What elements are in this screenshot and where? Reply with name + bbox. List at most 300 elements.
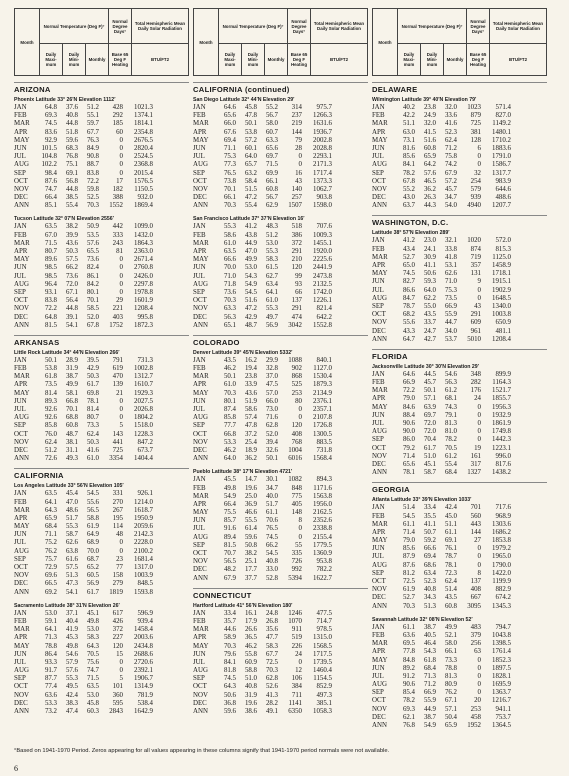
table-row <box>14 618 189 626</box>
max-cell: 87.7 <box>44 675 57 683</box>
month-cell: JUL <box>193 153 205 161</box>
degree-days-cell: 161 <box>470 452 481 460</box>
radiation-cell: 1552.8 <box>313 321 332 329</box>
min-cell: 55.3 <box>65 523 78 531</box>
max-cell: 45.5 <box>223 476 236 484</box>
column-header <box>193 8 368 76</box>
max-cell: 76.5 <box>223 169 236 177</box>
radiation-cell: 714.7 <box>316 617 332 625</box>
max-cell: 69.6 <box>44 572 57 580</box>
radiation-cell: 1852.3 <box>492 656 511 664</box>
month-cell: JUN <box>193 517 206 525</box>
max-cell: 69.4 <box>223 136 236 144</box>
month-cell: JUL <box>14 658 26 666</box>
radiation-cell: 1742.0 <box>313 288 332 296</box>
max-cell: 92.6 <box>44 406 57 413</box>
radiation-cell: 1897.5 <box>492 664 511 672</box>
table-row <box>372 586 547 594</box>
table-row <box>193 550 368 558</box>
month-cell: JUL <box>372 672 384 680</box>
table-row <box>14 564 189 572</box>
table-row <box>193 651 368 659</box>
spacer <box>372 730 547 733</box>
monthly-cell: 58.0 <box>265 120 278 128</box>
max-cell: 74.5 <box>402 270 415 278</box>
degree-days-cell: 474 <box>291 313 302 321</box>
max-cell: 92.6 <box>44 414 57 422</box>
radiation-cell: 1404.4 <box>134 455 153 463</box>
radiation-cell: 2368.8 <box>134 161 153 169</box>
max-cell: 67.6 <box>223 128 236 136</box>
table-row <box>372 328 547 336</box>
max-cell: 81.6 <box>402 144 415 152</box>
degree-days-cell: 63 <box>474 648 481 656</box>
table-row <box>14 390 189 398</box>
degree-days-cell: 20 <box>474 697 481 705</box>
monthly-cell: 65.6 <box>265 144 278 152</box>
table-row <box>14 589 189 597</box>
min-cell: 38.3 <box>65 699 78 707</box>
degree-days-cell: 1082 <box>288 476 302 484</box>
max-cell: 63.3 <box>223 305 236 313</box>
monthly-cell: 67.7 <box>86 128 99 136</box>
min-cell: 62.2 <box>423 294 436 302</box>
radiation-cell: 1009.3 <box>313 231 332 239</box>
max-cell: 90.0 <box>402 428 415 436</box>
min-cell: 36.5 <box>244 634 257 642</box>
min-cell: 38.2 <box>244 550 257 557</box>
header-normal-temp: Normal Temperature (Deg F)° <box>398 9 467 43</box>
max-cell: 70.3 <box>223 297 236 305</box>
radiation-cell: 1965.0 <box>492 553 511 561</box>
table-row <box>372 379 547 387</box>
table-row <box>372 428 547 436</box>
min-cell: 57.2 <box>244 136 257 144</box>
max-cell: 79.6 <box>223 650 236 658</box>
max-cell: 42.2 <box>402 112 415 120</box>
min-cell: 47.0 <box>244 248 257 255</box>
min-cell: 61.4 <box>244 525 257 533</box>
degree-days-cell: 0 <box>119 136 123 144</box>
degree-days-cell: 143 <box>112 430 123 438</box>
min-cell: 43.6 <box>244 389 257 397</box>
max-cell: 55.6 <box>402 319 415 327</box>
max-cell: 64.8 <box>44 313 57 321</box>
radiation-cell: 1761.4 <box>492 648 511 656</box>
min-cell: 26.6 <box>244 626 257 634</box>
spacer <box>372 611 547 614</box>
monthly-cell: 81.3 <box>444 672 457 680</box>
radiation-cell: 1828.1 <box>492 672 511 680</box>
header-daily-max: Daily Maxi- mum <box>398 44 421 75</box>
max-cell: 71.3 <box>44 634 57 642</box>
radiation-cell: 1530.4 <box>313 373 332 381</box>
min-cell: 43.5 <box>423 311 436 319</box>
footnote: °Based on 1941-1970 Period. Zeros appearing for all values appearing in these columns signify that 1941-1970 period normals were not available. <box>14 748 390 754</box>
month-cell: APR <box>193 500 207 508</box>
degree-days-cell: 101 <box>112 683 123 691</box>
table-row <box>372 270 547 278</box>
max-cell: 98.5 <box>44 264 57 272</box>
degree-days-cell: 5 <box>119 675 123 683</box>
radiation-cell: 717.6 <box>495 504 511 512</box>
month-cell: OCT <box>372 578 386 585</box>
climate-table-page <box>14 8 555 733</box>
table-row <box>372 104 547 112</box>
table-row <box>14 153 189 161</box>
min-cell: 37.2 <box>244 430 257 438</box>
monthly-cell: 79.1 <box>444 411 457 419</box>
month-cell: AUG <box>14 280 29 288</box>
max-cell: 77.3 <box>223 161 236 169</box>
degree-days-cell: 791 <box>112 356 123 364</box>
max-cell: 43.4 <box>402 245 415 253</box>
month-cell: OCT <box>14 564 28 571</box>
month-cell: SEP <box>372 436 384 444</box>
monthly-cell: 60.8 <box>444 602 457 610</box>
min-cell: 68.6 <box>423 561 436 569</box>
degree-days-cell: 0 <box>477 664 481 672</box>
max-cell: 73.1 <box>402 136 415 144</box>
min-cell: 35.5 <box>423 512 436 520</box>
month-cell: AUG <box>372 681 387 689</box>
degree-days-cell: 470 <box>112 373 123 381</box>
max-cell: 61.0 <box>223 381 236 389</box>
degree-days-cell: 868 <box>291 373 302 381</box>
monthly-cell: 45.7 <box>444 185 457 193</box>
radiation-cell: 731.3 <box>137 356 153 364</box>
max-cell: 59.1 <box>44 617 57 625</box>
max-cell: 98.4 <box>44 169 57 177</box>
radiation-cell: 2026.8 <box>134 406 153 413</box>
degree-days-cell: 360 <box>112 691 123 699</box>
degree-days-cell: 848 <box>291 484 302 492</box>
max-cell: 86.6 <box>402 286 415 294</box>
month-cell: NOV <box>372 452 387 460</box>
radiation-cell: 2376.1 <box>313 397 332 405</box>
radiation-cell: 1149.2 <box>492 120 511 128</box>
max-cell: 71.5 <box>44 239 57 247</box>
month-cell: MAR <box>14 120 30 128</box>
table-row <box>14 373 189 381</box>
table-row <box>14 145 189 153</box>
table-row <box>14 186 189 194</box>
degree-days-cell: 253 <box>291 389 302 397</box>
degree-days-cell: 185 <box>112 120 123 128</box>
min-cell: 47.8 <box>244 112 257 120</box>
max-cell: 52.7 <box>402 594 415 602</box>
radiation-cell: 1312.7 <box>134 373 153 381</box>
radiation-cell: 1864.3 <box>134 239 153 247</box>
monthly-cell: 55.9 <box>444 311 457 319</box>
radiation-cell: 2132.5 <box>313 280 332 288</box>
max-cell: 73.5 <box>44 381 57 389</box>
min-cell: 54.3 <box>244 272 257 280</box>
radiation-cell: 1586.7 <box>492 161 511 169</box>
min-cell: 66.2 <box>65 264 78 272</box>
table-row <box>372 689 547 697</box>
degree-days-cell: 43 <box>474 302 481 310</box>
header-base: Base 65 Deg F Heating <box>109 44 132 75</box>
degree-days-cell: 0 <box>119 272 123 280</box>
monthly-cell: 58.3 <box>265 642 278 650</box>
table-row <box>193 365 368 373</box>
min-cell: 49.9 <box>65 381 78 389</box>
max-cell: 72.6 <box>44 455 57 463</box>
radiation-cell: 2760.8 <box>134 264 153 272</box>
radiation-cell: 2028.8 <box>313 144 332 152</box>
radiation-cell: 1883.6 <box>492 144 511 152</box>
month-cell: MAY <box>14 256 30 264</box>
radiation-cell: 968.9 <box>495 512 511 520</box>
degree-days-cell: 291 <box>470 311 481 319</box>
monthly-cell: 63.4 <box>265 280 278 288</box>
max-cell: 65.6 <box>402 460 415 468</box>
min-cell: 54.9 <box>244 280 257 288</box>
radiation-cell: 1360.9 <box>313 550 332 557</box>
min-cell: 46.6 <box>244 509 257 517</box>
month-cell: ANN <box>14 455 29 463</box>
min-cell: 63.9 <box>423 403 436 411</box>
degree-days-cell: 5010 <box>467 335 481 343</box>
max-cell: 58.6 <box>223 231 236 239</box>
table-row <box>14 161 189 169</box>
min-cell: 59.6 <box>65 136 78 144</box>
monthly-cell: 51.4 <box>444 586 457 594</box>
monthly-cell: 62.4 <box>444 136 457 144</box>
radiation-cell: 1003.8 <box>492 311 511 319</box>
monthly-cell: 68.7 <box>86 555 99 563</box>
degree-days-cell: 176 <box>470 387 481 395</box>
monthly-cell: 32.6 <box>265 446 278 454</box>
month-cell: FEB <box>14 112 27 120</box>
degree-days-cell: 43 <box>295 177 302 185</box>
min-cell: 19.4 <box>244 365 257 373</box>
degree-days-cell: 292 <box>112 112 123 120</box>
degree-days-cell: 768 <box>291 438 302 446</box>
table-row <box>14 178 189 186</box>
table-row <box>193 194 368 202</box>
month-cell: APR <box>372 648 386 656</box>
max-cell: 67.0 <box>44 231 57 239</box>
max-cell: 65.6 <box>223 112 236 120</box>
max-cell: 71.8 <box>223 280 236 288</box>
degree-days-cell: 131 <box>470 270 481 278</box>
max-cell: 69.5 <box>402 640 415 648</box>
monthly-cell: 51.2 <box>86 104 99 111</box>
monthly-cell: 75.3 <box>444 286 457 294</box>
monthly-cell: 80.7 <box>86 414 99 422</box>
radiation-cell: 1207.7 <box>492 202 511 210</box>
table-row <box>193 675 368 683</box>
min-cell: 38.5 <box>65 194 78 202</box>
min-cell: 44.3 <box>423 202 436 210</box>
table-row <box>193 517 368 525</box>
min-cell: 37.6 <box>65 104 78 111</box>
month-cell: ANN <box>14 708 29 715</box>
table-row <box>372 665 547 673</box>
max-cell: 61.0 <box>223 239 236 247</box>
degree-days-cell: 372 <box>112 626 123 634</box>
min-cell: 41.2 <box>244 223 257 231</box>
radiation-cell: 644.6 <box>495 185 511 193</box>
degree-days-cell: 992 <box>291 566 302 574</box>
month-cell: APR <box>372 262 386 269</box>
max-cell: 63.6 <box>44 691 57 699</box>
month-cell: SEP <box>14 555 26 563</box>
table-row <box>372 137 547 145</box>
min-cell: 49.9 <box>244 256 257 264</box>
min-cell: 69.4 <box>423 553 436 561</box>
month-cell: NOV <box>193 558 208 566</box>
table-row <box>372 254 547 262</box>
max-cell: 53.0 <box>44 609 57 617</box>
min-cell: 44.8 <box>65 185 78 193</box>
table-row <box>14 202 189 210</box>
station-heading: Little Rock Latitude 34° 44′N Elevation 266′ <box>14 349 120 356</box>
min-cell: 45.8 <box>244 104 257 111</box>
degree-days-cell: 442 <box>112 223 123 231</box>
degree-days-cell: 139 <box>112 381 123 389</box>
spacer <box>14 463 189 466</box>
table-row <box>193 248 368 256</box>
min-cell: 75.1 <box>65 161 78 169</box>
monthly-cell: 62.6 <box>444 270 457 278</box>
radiation-cell: 883.5 <box>316 438 332 446</box>
month-cell: FEB <box>372 112 385 120</box>
radiation-cell: 1601.9 <box>134 297 153 305</box>
monthly-cell: 70.5 <box>444 444 457 452</box>
table-row <box>372 570 547 578</box>
max-cell: 64.3 <box>44 506 57 514</box>
table-row <box>372 311 547 319</box>
month-cell: DEC <box>14 446 28 454</box>
min-cell: 59.2 <box>423 537 436 545</box>
radiation-cell: 1869.4 <box>134 202 153 210</box>
max-cell: 85.8 <box>223 414 236 422</box>
table-row <box>14 256 189 264</box>
max-cell: 81.4 <box>44 389 57 397</box>
month-cell: NOV <box>372 185 387 193</box>
min-cell: 33.4 <box>423 504 436 512</box>
table-row <box>14 104 189 112</box>
table-row <box>372 161 547 169</box>
radiation-cell: 1622.7 <box>313 574 332 582</box>
column-header <box>14 8 189 76</box>
degree-days-cell: 5 <box>119 422 123 430</box>
min-cell: 64.0 <box>423 286 436 294</box>
radiation-cell: 385.1 <box>316 699 332 707</box>
min-cell: 45.3 <box>65 634 78 642</box>
radiation-cell: 2134.9 <box>313 389 332 397</box>
degree-days-cell: 158 <box>112 572 123 580</box>
radiation-cell: 1458.4 <box>134 626 153 634</box>
max-cell: 75.2 <box>44 539 57 547</box>
radiation-cell: 953.8 <box>316 558 332 566</box>
radiation-cell: 1598.0 <box>313 202 332 210</box>
table-row <box>372 336 547 344</box>
monthly-cell: 61.5 <box>265 264 278 272</box>
max-cell: 66.8 <box>223 430 236 438</box>
radiation-cell: 1642.9 <box>134 708 153 715</box>
radiation-cell: 1681.4 <box>134 555 153 563</box>
header-daily-max: Daily Maxi- mum <box>219 44 242 75</box>
min-cell: 53.0 <box>244 264 257 272</box>
table-row <box>372 194 547 202</box>
max-cell: 77.8 <box>402 648 415 656</box>
month-cell: MAY <box>193 256 209 264</box>
monthly-cell: 58.3 <box>86 634 99 642</box>
month-cell: MAR <box>372 520 388 528</box>
radiation-cell: 2688.6 <box>134 650 153 658</box>
degree-days-cell: 0 <box>477 403 481 411</box>
radiation-cell: 939.4 <box>137 617 153 625</box>
min-cell: 64.2 <box>423 161 436 169</box>
radiation-cell: 674.2 <box>495 594 511 602</box>
monthly-cell: 53.1 <box>444 262 457 269</box>
month-cell: OCT <box>14 297 28 305</box>
table-row <box>14 273 189 281</box>
monthly-cell: 74.3 <box>444 403 457 411</box>
table-row <box>193 509 368 517</box>
max-cell: 41.2 <box>402 237 415 245</box>
max-cell: 72.5 <box>402 578 415 585</box>
table-row <box>193 373 368 381</box>
max-cell: 64.1 <box>44 498 57 506</box>
degree-days-cell: 911 <box>291 626 302 634</box>
table-row <box>193 381 368 389</box>
degree-days-cell: 66 <box>295 288 302 296</box>
table-column <box>193 8 368 733</box>
max-cell: 93.3 <box>44 658 57 666</box>
max-cell: 87.6 <box>44 177 57 185</box>
month-cell: DEC <box>372 713 386 721</box>
monthly-cell: 54.6 <box>444 370 457 378</box>
table-row <box>372 562 547 570</box>
degree-days-cell: 1023 <box>467 104 481 111</box>
max-cell: 66.4 <box>44 194 57 202</box>
radiation-cell: 2434.8 <box>134 642 153 650</box>
station-heading: Wilmington Latitude 39° 40′N Elevation 79′ <box>372 97 477 103</box>
max-cell: 85.6 <box>402 153 415 161</box>
max-cell: 71.0 <box>223 272 236 280</box>
month-cell: SEP <box>193 288 205 296</box>
month-cell: OCT <box>193 177 207 185</box>
month-cell: JUN <box>14 264 27 272</box>
table-row <box>372 120 547 128</box>
degree-days-cell: 148 <box>291 509 302 517</box>
max-cell: 65.9 <box>44 514 57 522</box>
min-cell: 47.2 <box>244 305 257 313</box>
monthly-cell: 71.6 <box>265 414 278 422</box>
monthly-cell: 41.8 <box>444 253 457 261</box>
table-row <box>372 153 547 161</box>
min-cell: 62.6 <box>65 539 78 547</box>
radiation-cell: 2225.6 <box>313 256 332 264</box>
min-cell: 66.6 <box>423 545 436 553</box>
header-groups <box>40 9 188 75</box>
radiation-cell: 1936.7 <box>313 128 332 136</box>
month-cell: MAR <box>372 253 388 261</box>
degree-days-cell: 120 <box>291 422 302 430</box>
degree-days-cell: 939 <box>470 194 481 202</box>
degree-days-cell: 725 <box>112 446 123 454</box>
station-heading: Latitude 38° 57′N Elevation 289′ <box>372 230 450 237</box>
radiation-cell: 1099.0 <box>134 223 153 231</box>
table-row <box>14 499 189 507</box>
max-cell: 43.0 <box>402 194 415 202</box>
month-cell: ANN <box>193 321 208 329</box>
